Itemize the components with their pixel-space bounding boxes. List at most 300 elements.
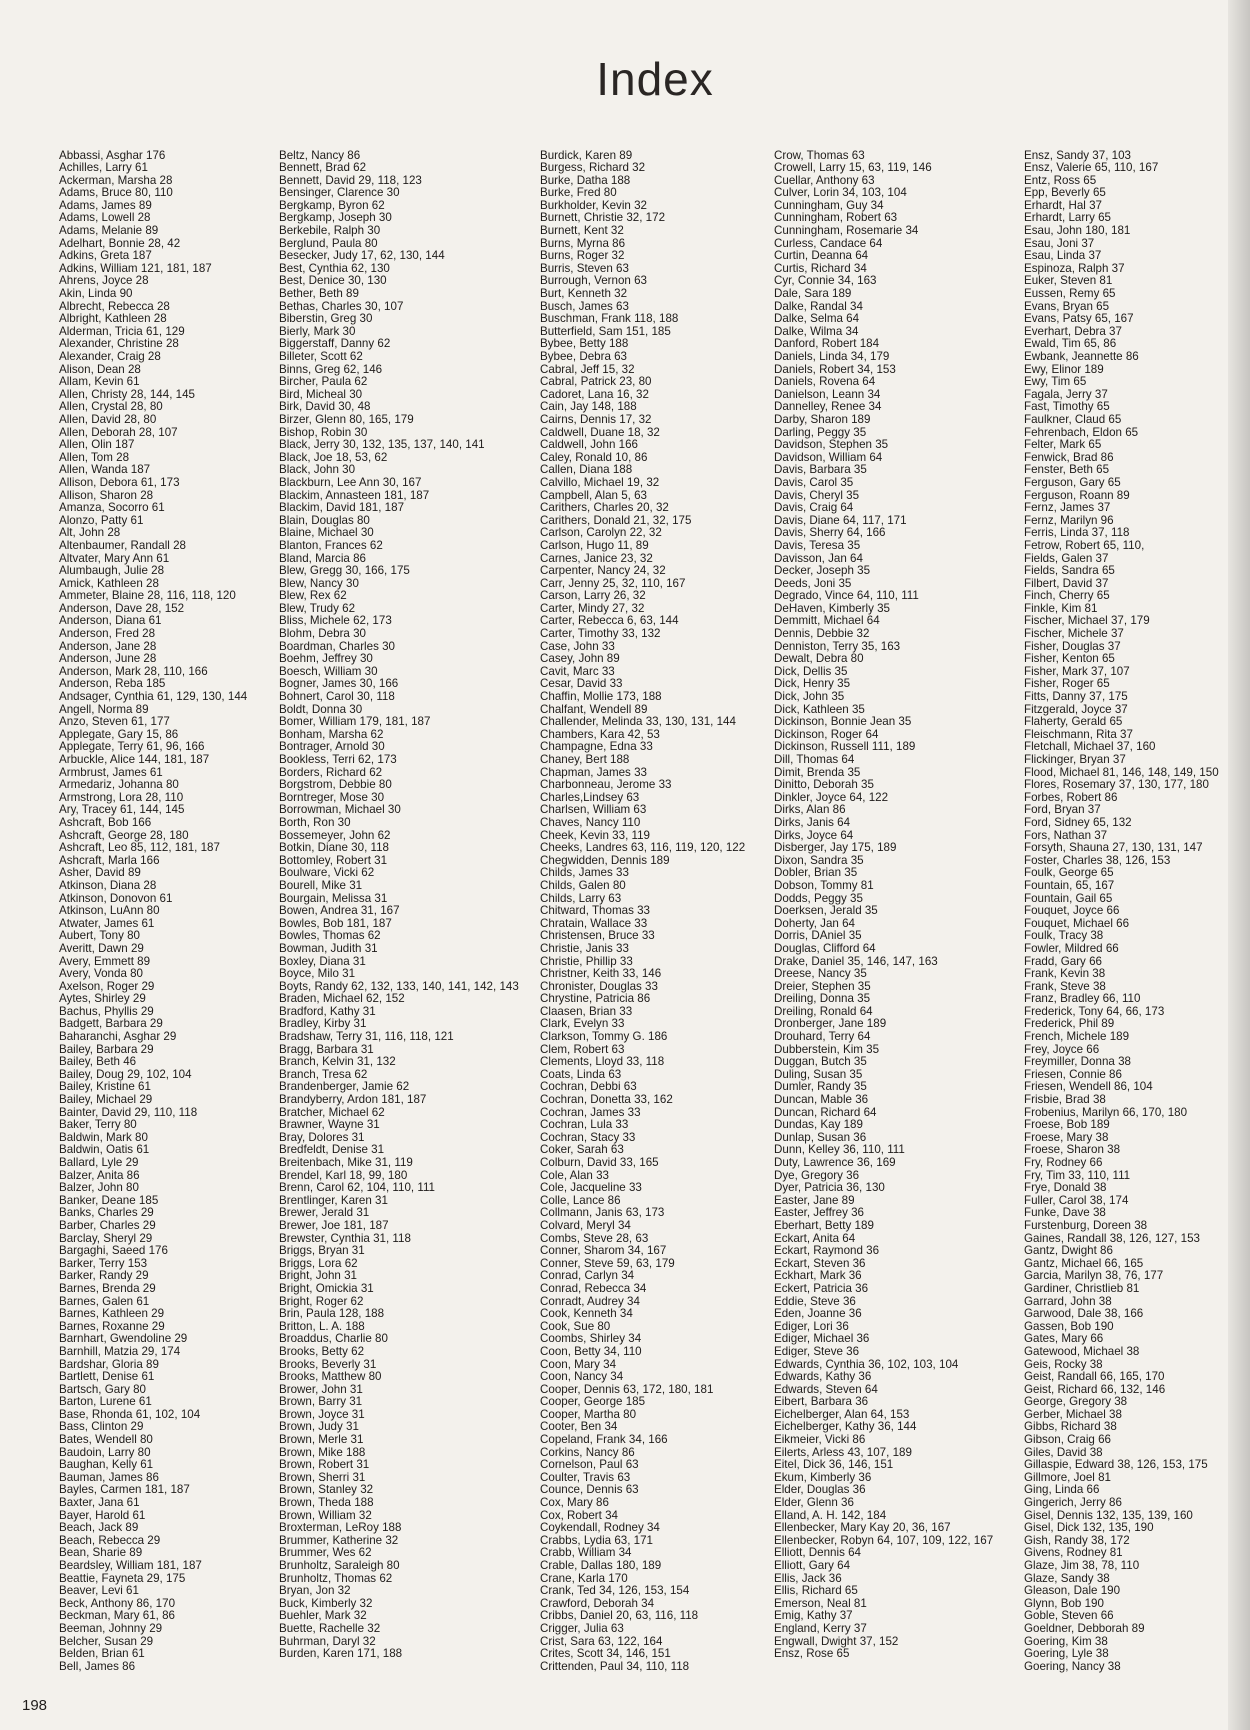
index-entry: Albrecht, Rebecca 28 <box>59 300 170 313</box>
index-entry: Crigger, Julia 63 <box>540 1622 624 1635</box>
index-entry: Dick, John 35 <box>774 691 845 704</box>
index-entry: Edwards, Cynthia 36, 102, 103, 104 <box>774 1358 959 1371</box>
index-entry: Coon, Mary 34 <box>540 1358 617 1371</box>
index-entry: Crites, Scott 34, 146, 151 <box>540 1648 671 1661</box>
index-entry: Gish, Randy 38, 172 <box>1024 1534 1130 1547</box>
index-entry: Cooper, Dennis 63, 172, 180, 181 <box>540 1383 714 1396</box>
index-entry: Bowles, Bob 181, 187 <box>279 917 392 930</box>
index-entry: Dill, Thomas 64 <box>774 754 855 766</box>
index-entry: Carithers, Donald 21, 32, 175 <box>540 514 692 527</box>
index-entry: Frederick, Phil 89 <box>1024 1018 1115 1031</box>
index-entry: Barker, Terry 153 <box>59 1257 148 1270</box>
index-entry: Gantz, Michael 66, 165 <box>1024 1257 1144 1270</box>
index-entry: Carlson, Hugo 11, 89 <box>540 539 649 552</box>
index-entry: Cochran, James 33 <box>540 1106 641 1119</box>
index-entry: Brenn, Carol 62, 104, 110, 111 <box>279 1182 435 1195</box>
index-entry: Baharanchi, Asghar 29 <box>59 1031 177 1044</box>
index-entry: Gassen, Bob 190 <box>1024 1320 1114 1333</box>
index-entry: Bright, Roger 62 <box>279 1295 364 1308</box>
index-entry: Fors, Nathan 37 <box>1024 829 1108 842</box>
index-column-4 <box>774 150 1014 1661</box>
index-entry: Eckhart, Mark 36 <box>774 1270 862 1283</box>
index-entry: Gaines, Randall 38, 126, 127, 153 <box>1024 1232 1200 1245</box>
page-edge-shadow <box>1228 0 1250 1730</box>
index-entry: Ewbank, Jeannette 86 <box>1024 351 1139 363</box>
index-entry: Epp, Beverly 65 <box>1024 187 1106 200</box>
index-entry: Broxterman, LeRoy 188 <box>279 1522 402 1535</box>
index-entry: Casey, John 89 <box>540 653 620 666</box>
index-entry: Beattie, Fayneta 29, 175 <box>59 1572 186 1585</box>
index-entry: French, Michele 189 <box>1024 1031 1130 1044</box>
index-entry: Carter, Rebecca 6, 63, 144 <box>540 615 679 628</box>
index-entry: Bailey, Barbara 29 <box>59 1043 154 1056</box>
index-entry: Geist, Richard 66, 132, 146 <box>1024 1383 1166 1396</box>
index-entry: Bennett, Brad 62 <box>279 162 367 175</box>
index-entry: Cornelson, Paul 63 <box>540 1459 639 1472</box>
index-entry: Cochran, Lula 33 <box>540 1119 629 1132</box>
index-entry: Brower, John 31 <box>279 1383 363 1396</box>
index-entry: Buschman, Frank 118, 188 <box>540 313 679 326</box>
index-entry: Eitel, Dick 36, 146, 151 <box>774 1459 894 1472</box>
index-entry: Blackim, Annasteen 181, 187 <box>279 489 430 502</box>
index-entry: Dye, Gregory 36 <box>774 1169 860 1182</box>
index-entry: Bliss, Michele 62, 173 <box>279 615 392 628</box>
index-entry: Brown, Joyce 31 <box>279 1408 365 1421</box>
index-entry: Davis, Carol 35 <box>774 476 854 489</box>
index-entry: Dodds, Peggy 35 <box>774 892 863 905</box>
index-entry: Brin, Paula 128, 188 <box>279 1308 385 1321</box>
index-entry: Blew, Trudy 62 <box>279 602 356 615</box>
index-entry: Fradd, Gary 66 <box>1024 955 1102 968</box>
index-entry: Bland, Marcia 86 <box>279 552 366 565</box>
index-entry: Brown, Robert 31 <box>279 1459 370 1472</box>
index-entry: Andsager, Cynthia 61, 129, 130, 144 <box>59 691 248 704</box>
index-entry: Baudoin, Larry 80 <box>59 1446 151 1459</box>
index-entry: Bright, John 31 <box>279 1270 357 1283</box>
index-entry: Gantz, Dwight 86 <box>1024 1245 1113 1258</box>
index-entry: Gillaspie, Edward 38, 126, 153, 175 <box>1024 1459 1208 1472</box>
index-entry: Conner, Sharom 34, 167 <box>540 1245 667 1258</box>
index-entry: Fenster, Beth 65 <box>1024 464 1110 477</box>
index-entry: Bayer, Harold 61 <box>59 1509 146 1522</box>
index-entry: Cox, Robert 34 <box>540 1509 618 1522</box>
index-entry: Ford, Bryan 37 <box>1024 804 1101 817</box>
index-entry: Berkebile, Ralph 30 <box>279 225 381 238</box>
index-entry: Burden, Karen 171, 188 <box>279 1648 403 1661</box>
index-entry: Cochran, Donetta 33, 162 <box>540 1094 673 1107</box>
index-entry: Frank, Steve 38 <box>1024 980 1106 993</box>
index-entry: Doerksen, Jerald 35 <box>774 905 878 918</box>
index-entry: Colvard, Meryl 34 <box>540 1219 631 1232</box>
index-entry: Burke, Fred 80 <box>540 187 617 200</box>
index-entry: Borrowman, Michael 30 <box>279 804 401 817</box>
index-entry: Crow, Thomas 63 <box>774 149 865 162</box>
index-entry: Calvillo, Michael 19, 32 <box>540 476 660 489</box>
index-entry: Campbell, Alan 5, 63 <box>540 489 647 502</box>
index-entry: Bailey, Beth 46 <box>59 1056 137 1069</box>
index-entry: Boulware, Vicki 62 <box>279 867 375 880</box>
index-entry: Anderson, Reba 185 <box>59 678 166 691</box>
index-entry: Danielson, Leann 34 <box>774 388 881 401</box>
index-entry: Brunholtz, Saraleigh 80 <box>279 1560 400 1572</box>
index-entry: Alison, Dean 28 <box>59 363 141 376</box>
index-entry: Everhart, Debra 37 <box>1024 325 1122 338</box>
index-entry: Davis, Sherry 64, 166 <box>774 527 886 540</box>
index-entry: Crabbs, Lydia 63, 171 <box>540 1534 654 1547</box>
index-entry: Fisher, Roger 65 <box>1024 678 1110 691</box>
index-entry: Brandenberger, Jamie 62 <box>279 1081 410 1094</box>
index-entry: Brewster, Cynthia 31, 118 <box>279 1232 411 1245</box>
index-entry: Dick, Dellis 35 <box>774 665 848 678</box>
index-entry: Butterfield, Sam 151, 185 <box>540 325 671 338</box>
index-entry: Eddie, Steve 36 <box>774 1295 856 1308</box>
index-entry: Counce, Dennis 63 <box>540 1484 639 1497</box>
index-entry: Cook, Sue 80 <box>540 1320 611 1333</box>
index-entry: Cadoret, Lana 16, 32 <box>540 388 649 401</box>
index-entry: Giles, David 38 <box>1024 1446 1103 1459</box>
index-entry: Fisher, Douglas 37 <box>1024 640 1121 653</box>
index-entry: Fitzgerald, Joyce 37 <box>1024 703 1128 716</box>
index-entry: Faulkner, Claud 65 <box>1024 413 1122 426</box>
index-entry: Daniels, Linda 34, 179 <box>774 351 890 363</box>
index-entry: Black, Jerry 30, 132, 135, 137, 140, 141 <box>279 439 485 452</box>
index-entry: Clark, Evelyn 33 <box>540 1018 625 1031</box>
index-entry: Ewy, Tim 65 <box>1024 376 1087 389</box>
index-entry: Baughan, Kelly 61 <box>59 1459 154 1472</box>
index-entry: Evans, Bryan 65 <box>1024 300 1110 313</box>
index-entry: Dale, Sara 189 <box>774 288 852 301</box>
index-entry: Barnes, Galen 61 <box>59 1295 150 1308</box>
index-entry: Esau, Joni 37 <box>1024 237 1095 250</box>
index-entry: Dinitto, Deborah 35 <box>774 779 874 792</box>
index-entry: Eilerts, Arless 43, 107, 189 <box>774 1446 912 1459</box>
index-column-5 <box>1024 150 1244 1674</box>
index-entry: Allen, Olin 187 <box>59 439 135 452</box>
index-entry: Frederick, Tony 64, 66, 173 <box>1024 1005 1165 1018</box>
index-entry: Bredfeldt, Denise 31 <box>279 1144 385 1157</box>
index-entry: Christie, Janis 33 <box>540 942 629 955</box>
index-entry: Buehler, Mark 32 <box>279 1610 367 1623</box>
index-entry: Ellenbecker, Mary Kay 20, 36, 167 <box>774 1522 951 1535</box>
index-entry: Bradford, Kathy 31 <box>279 1005 376 1018</box>
index-entry: Davidson, Stephen 35 <box>774 439 889 452</box>
index-entry: Abbassi, Asghar 176 <box>59 149 166 162</box>
index-entry: Brendel, Karl 18, 99, 180 <box>279 1169 408 1182</box>
index-entry: Allen, Wanda 187 <box>59 464 151 477</box>
index-entry: Ekum, Kimberly 36 <box>774 1471 872 1484</box>
index-entry: Burns, Myrna 86 <box>540 237 626 250</box>
index-entry: Bohnert, Carol 30, 118 <box>279 691 395 704</box>
index-entry: Curless, Candace 64 <box>774 237 883 250</box>
index-entry: Ferguson, Roann 89 <box>1024 489 1130 502</box>
index-entry: Altenbaumer, Randall 28 <box>59 539 186 552</box>
index-entry: Clements, Lloyd 33, 118 <box>540 1056 665 1069</box>
index-entry: Buhrman, Daryl 32 <box>279 1635 376 1648</box>
index-entry: Dirks, Joyce 64 <box>774 829 854 842</box>
index-entry: Cooter, Ben 34 <box>540 1421 618 1434</box>
index-entry: Dreese, Nancy 35 <box>774 968 867 981</box>
index-entry: Armstrong, Lora 28, 110 <box>59 791 184 804</box>
index-entry: Doherty, Jan 64 <box>774 917 855 930</box>
index-entry: Banker, Deane 185 <box>59 1194 159 1207</box>
index-entry: Bryan, Jon 32 <box>279 1585 351 1598</box>
index-entry: Cabral, Patrick 23, 80 <box>540 376 652 389</box>
index-entry: Barnhill, Matzia 29, 174 <box>59 1345 181 1358</box>
index-entry: Dickinson, Roger 64 <box>774 728 879 741</box>
index-entry: Givens, Rodney 81 <box>1024 1547 1123 1560</box>
index-entry: Boyce, Milo 31 <box>279 968 356 981</box>
index-entry: Gibson, Craig 66 <box>1024 1434 1111 1447</box>
index-entry: Anzo, Steven 61, 177 <box>59 716 170 729</box>
index-entry: Drouhard, Terry 64 <box>774 1031 871 1044</box>
index-entry: Amanza, Socorro 61 <box>59 502 165 515</box>
index-entry: Beeman, Johnny 29 <box>59 1622 163 1635</box>
index-entry: Bray, Dolores 31 <box>279 1131 365 1144</box>
index-entry: Angell, Norma 89 <box>59 703 149 716</box>
index-entry: Baldwin, Oatis 61 <box>59 1144 150 1157</box>
index-entry: Boehm, Jeffrey 30 <box>279 653 373 666</box>
index-entry: Boardman, Charles 30 <box>279 640 395 653</box>
index-entry: Cook, Kenneth 34 <box>540 1308 633 1321</box>
index-entry: Altvater, Mary Ann 61 <box>59 552 170 565</box>
index-entry: Blackim, David 181, 187 <box>279 502 405 515</box>
index-entry: Ford, Sidney 65, 132 <box>1024 816 1132 829</box>
index-entry: Eckart, Raymond 36 <box>774 1245 880 1258</box>
index-entry: Eussen, Remy 65 <box>1024 288 1116 301</box>
index-entry: Ackerman, Marsha 28 <box>59 174 173 187</box>
index-entry: Bartsch, Gary 80 <box>59 1383 146 1396</box>
index-entry: Ediger, Lori 36 <box>774 1320 849 1333</box>
index-entry: Fouquet, Joyce 66 <box>1024 905 1120 918</box>
index-entry: Coombs, Shirley 34 <box>540 1333 642 1346</box>
index-entry: Cochran, Debbi 63 <box>540 1081 637 1094</box>
index-entry: Brawner, Wayne 31 <box>279 1119 380 1132</box>
index-entry: Bell, James 86 <box>59 1660 136 1673</box>
index-entry: Flood, Michael 81, 146, 148, 149, 150 <box>1024 766 1219 779</box>
index-entry: Fry, Rodney 66 <box>1024 1157 1103 1169</box>
index-entry: Conrad, Rebecca 34 <box>540 1282 647 1295</box>
index-entry: Eibert, Barbara 36 <box>774 1396 869 1409</box>
index-entry: Brown, Theda 188 <box>279 1497 374 1510</box>
index-entry: Allen, Tom 28 <box>59 451 130 464</box>
index-entry: Adams, Bruce 80, 110 <box>59 187 173 200</box>
index-entry: Bybee, Debra 63 <box>540 351 628 363</box>
index-entry: Geis, Rocky 38 <box>1024 1358 1103 1371</box>
index-entry: Ellis, Jack 36 <box>774 1572 842 1585</box>
index-entry: Goering, Nancy 38 <box>1024 1660 1121 1673</box>
index-entry: Fehrenbach, Eldon 65 <box>1024 426 1139 439</box>
index-entry: Adkins, William 121, 181, 187 <box>59 262 212 275</box>
index-entry: Disberger, Jay 175, 189 <box>774 842 897 855</box>
index-entry: Brooks, Matthew 80 <box>279 1371 382 1384</box>
index-entry: Beckman, Mary 61, 86 <box>59 1610 175 1623</box>
index-entry: Ewy, Elinor 189 <box>1024 363 1104 376</box>
index-entry: Dunlap, Susan 36 <box>774 1131 867 1144</box>
index-entry: Bierly, Mark 30 <box>279 325 356 338</box>
index-entry: Duling, Susan 35 <box>774 1068 863 1081</box>
index-entry: Ewald, Tim 65, 86 <box>1024 338 1117 351</box>
index-entry: Burke, Datha 188 <box>540 174 631 187</box>
index-entry: Fields, Sandra 65 <box>1024 565 1115 578</box>
index-entry: Flores, Rosemary 37, 130, 177, 180 <box>1024 779 1209 792</box>
index-entry: Alumbaugh, Julie 28 <box>59 565 165 578</box>
index-entry: Carlson, Carolyn 22, 32 <box>540 527 662 540</box>
index-entry: Chambers, Kara 42, 53 <box>540 728 660 741</box>
index-entry: Crank, Ted 34, 126, 153, 154 <box>540 1585 690 1598</box>
index-entry: Fitts, Danny 37, 175 <box>1024 691 1128 704</box>
index-entry: Duggan, Butch 35 <box>774 1056 867 1069</box>
index-entry: Dorris, DAniel 35 <box>774 930 862 943</box>
index-entry: Caldwell, John 166 <box>540 439 638 452</box>
index-entry: Frobenius, Marilyn 66, 170, 180 <box>1024 1106 1188 1119</box>
index-entry: Dobler, Brian 35 <box>774 867 858 880</box>
index-entry: Douglas, Clifford 64 <box>774 942 876 955</box>
index-entry: Alderman, Tricia 61, 129 <box>59 325 185 338</box>
index-entry: Curtin, Deanna 64 <box>774 250 869 263</box>
index-entry: Froese, Sharon 38 <box>1024 1144 1121 1157</box>
index-entry: Boesch, William 30 <box>279 665 378 678</box>
index-entry: Ballard, Lyle 29 <box>59 1157 139 1169</box>
index-entry: Barnes, Roxanne 29 <box>59 1320 165 1333</box>
index-entry: Ashcraft, Marla 166 <box>59 854 160 867</box>
index-entry: Dimit, Brenda 35 <box>774 766 861 779</box>
index-entry: Brunholtz, Thomas 62 <box>279 1572 393 1585</box>
index-entry: Ashcraft, Leo 85, 112, 181, 187 <box>59 842 220 855</box>
index-entry: Adams, Melanie 89 <box>59 225 159 238</box>
index-entry: Cain, Jay 148, 188 <box>540 401 637 414</box>
index-entry: Cole, Alan 33 <box>540 1169 609 1182</box>
index-entry: Ellenbecker, Robyn 64, 107, 109, 122, 167 <box>774 1534 994 1547</box>
index-entry: Ellis, Richard 65 <box>774 1585 858 1598</box>
index-entry: Anderson, Jane 28 <box>59 640 157 653</box>
index-entry: Dalke, Wilma 34 <box>774 325 859 338</box>
index-entry: Brewer, Joe 181, 187 <box>279 1219 389 1232</box>
index-entry: Forsyth, Shauna 27, 130, 131, 147 <box>1024 842 1203 855</box>
index-entry: Armbrust, James 61 <box>59 766 163 779</box>
index-entry: Coulter, Travis 63 <box>540 1471 631 1484</box>
index-entry: Bailey, Doug 29, 102, 104 <box>59 1068 192 1081</box>
index-entry: Davisson, Jan 64 <box>774 552 863 565</box>
index-entry: Goeldner, Debborah 89 <box>1024 1622 1145 1635</box>
index-entry: Erhardt, Hal 37 <box>1024 199 1102 212</box>
index-entry: Bonham, Marsha 62 <box>279 728 384 741</box>
index-entry: Combs, Steve 28, 63 <box>540 1232 649 1245</box>
index-entry: Bargaghi, Saeed 176 <box>59 1245 168 1258</box>
index-entry: Christner, Keith 33, 146 <box>540 968 662 981</box>
index-entry: Fenwick, Brad 86 <box>1024 451 1114 464</box>
index-entry: Burnett, Christie 32, 172 <box>540 212 666 225</box>
index-entry: Adkins, Greta 187 <box>59 250 152 263</box>
index-entry: Brewer, Jerald 31 <box>279 1207 370 1220</box>
index-entry: Daniels, Robert 34, 153 <box>774 363 896 376</box>
index-entry: Dannelley, Renee 34 <box>774 401 882 414</box>
index-entry: Cheek, Kevin 33, 119 <box>540 829 650 842</box>
index-entry: Chrystine, Patricia 86 <box>540 993 651 1006</box>
index-entry: Balzer, John 80 <box>59 1182 139 1195</box>
index-entry: Bowles, Thomas 62 <box>279 930 381 943</box>
index-entry: Brown, Merle 31 <box>279 1434 364 1447</box>
index-entry: Dundas, Kay 189 <box>774 1119 863 1132</box>
index-entry: Chaves, Nancy 110 <box>540 816 641 829</box>
index-entry: Filbert, David 37 <box>1024 577 1109 590</box>
index-entry: Brown, Stanley 32 <box>279 1484 374 1497</box>
index-entry: Ferguson, Gary 65 <box>1024 476 1121 489</box>
index-entry: Fields, Galen 37 <box>1024 552 1109 565</box>
index-entry: Applegate, Gary 15, 86 <box>59 728 179 741</box>
index-entry: Fernz, Marilyn 96 <box>1024 514 1114 527</box>
index-entry: Cribbs, Daniel 20, 63, 116, 118 <box>540 1610 699 1623</box>
index-entry: Breitenbach, Mike 31, 119 <box>279 1157 413 1169</box>
index-entry: Davis, Diane 64, 117, 171 <box>774 514 907 527</box>
index-entry: Demmitt, Michael 64 <box>774 615 880 628</box>
index-entry: Edwards, Steven 64 <box>774 1383 878 1396</box>
index-entry: Esau, Linda 37 <box>1024 250 1102 263</box>
index-entry: Chronister, Douglas 33 <box>540 980 658 993</box>
index-entry: Bailey, Michael 29 <box>59 1094 153 1107</box>
index-entry: Conner, Steve 59, 63, 179 <box>540 1257 675 1270</box>
index-entry: Crane, Karla 170 <box>540 1572 628 1585</box>
index-entry: Garwood, Dale 38, 166 <box>1024 1308 1144 1321</box>
index-entry: Dunn, Kelley 36, 110, 111 <box>774 1144 905 1157</box>
index-entry: Childs, Galen 80 <box>540 879 626 892</box>
index-entry: Dumler, Randy 35 <box>774 1081 867 1094</box>
index-entry: Allen, Crystal 28, 80 <box>59 401 163 414</box>
index-entry: Cooper, George 185 <box>540 1396 646 1409</box>
index-entry: Glynn, Bob 190 <box>1024 1597 1104 1610</box>
index-entry: Gibbs, Richard 38 <box>1024 1421 1117 1434</box>
index-entry: Beardsley, William 181, 187 <box>59 1560 202 1572</box>
index-entry: Borntreger, Mose 30 <box>279 791 385 804</box>
index-entry: Alexander, Craig 28 <box>59 351 161 363</box>
index-entry: Carithers, Charles 20, 32 <box>540 502 669 515</box>
index-entry: Fernz, James 37 <box>1024 502 1111 515</box>
index-column-1 <box>59 150 299 1674</box>
index-entry: Engwall, Dwight 37, 152 <box>774 1635 899 1648</box>
index-entry: Brummer, Katherine 32 <box>279 1534 399 1547</box>
index-entry: Fountain, 65, 167 <box>1024 879 1115 892</box>
index-entry: Bardshar, Gloria 89 <box>59 1358 159 1371</box>
index-entry: Barker, Randy 29 <box>59 1270 149 1283</box>
index-entry: Anderson, Fred 28 <box>59 628 156 641</box>
index-entry: Borth, Ron 30 <box>279 816 351 829</box>
index-entry: Erhardt, Larry 65 <box>1024 212 1111 225</box>
index-entry: Elland, A. H. 142, 184 <box>774 1509 887 1522</box>
index-entry: Anderson, June 28 <box>59 653 157 666</box>
index-entry: Charles,Lindsey 63 <box>540 791 640 804</box>
index-entry: Cyr, Connie 34, 163 <box>774 275 877 288</box>
index-entry: Edwards, Kathy 36 <box>774 1371 872 1384</box>
index-entry: Collmann, Janis 63, 173 <box>540 1207 665 1220</box>
index-entry: Darby, Sharon 189 <box>774 413 871 426</box>
index-entry: Atkinson, Donovon 61 <box>59 892 173 905</box>
index-entry: Blaine, Michael 30 <box>279 527 374 540</box>
index-entry: Branch, Kelvin 31, 132 <box>279 1056 396 1069</box>
index-entry: Gingerich, Jerry 86 <box>1024 1497 1122 1510</box>
index-entry: Dirks, Alan 86 <box>774 804 846 817</box>
index-entry: Bayles, Carmen 181, 187 <box>59 1484 190 1497</box>
index-entry: Avery, Vonda 80 <box>59 968 144 981</box>
index-entry: Applegate, Terry 61, 96, 166 <box>59 741 205 754</box>
index-entry: Baker, Terry 80 <box>59 1119 137 1132</box>
index-entry: Davis, Teresa 35 <box>774 539 861 552</box>
index-entry: Finkle, Kim 81 <box>1024 602 1098 615</box>
index-entry: Fast, Timothy 65 <box>1024 401 1110 414</box>
index-entry: Duty, Lawrence 36, 169 <box>774 1157 896 1169</box>
index-entry: Coker, Sarah 63 <box>540 1144 624 1157</box>
index-entry: Gleason, Dale 190 <box>1024 1585 1121 1598</box>
index-entry: Belcher, Susan 29 <box>59 1635 154 1648</box>
index-entry: Chegwidden, Dennis 189 <box>540 854 670 867</box>
